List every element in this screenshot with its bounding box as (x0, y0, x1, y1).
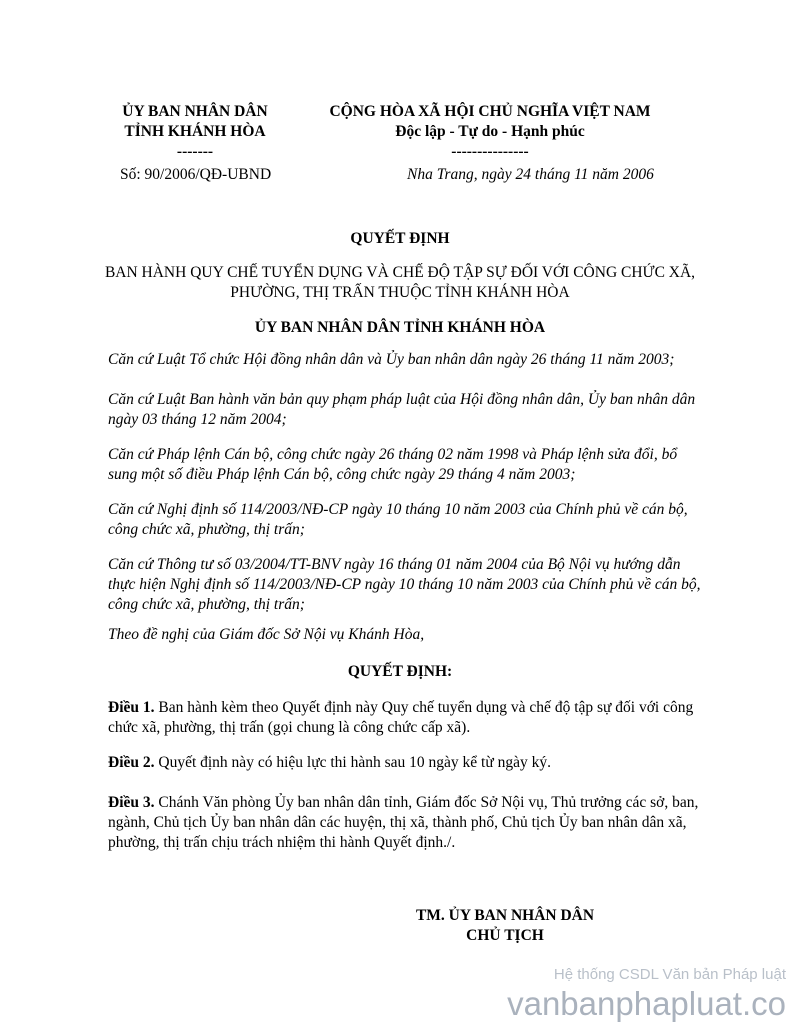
agency-divider: ------- (176, 143, 214, 160)
decision-heading: QUYẾT ĐỊNH: (347, 663, 453, 680)
legal-basis-text: Căn cứ Thông tư số 03/2004/TT-BNV ngày 16 tháng 01 năm 2004 của Bộ Nội vụ hướng dẫn thực hiện Nghị định số 114/2003/NĐ-CP ngày 10 tháng 10 năm 2003 của Chính phủ về cán bộ, công chức xã, phường, thị trấn; (108, 556, 701, 613)
legal-basis-text: Căn cứ Luật Tổ chức Hội đồng nhân dân và Ủy ban nhân dân ngày 26 tháng 11 năm 2003; (108, 351, 675, 368)
document-subtitle (70, 263, 730, 303)
agency-name-line1: ỦY BAN NHÂN DÂN (122, 103, 268, 120)
article-3 (108, 793, 708, 853)
legal-basis-5 (108, 555, 708, 615)
legal-basis-6 (108, 625, 708, 645)
legal-basis-1 (108, 350, 708, 370)
document-title: QUYẾT ĐỊNH (350, 230, 450, 247)
article-1 (108, 698, 708, 738)
subtitle-line2: PHƯỜNG, THỊ TRẤN THUỘC TỈNH KHÁNH HÒA (230, 284, 570, 301)
signature-block (380, 906, 630, 946)
document-number: Số: 90/2006/QĐ-UBND (120, 166, 272, 183)
article-label: Điều 3. (108, 794, 155, 811)
legal-basis-text: Căn cứ Nghị định số 114/2003/NĐ-CP ngày 10 tháng 10 năm 2003 của Chính phủ về cán bộ, công chức xã, phường, thị trấn; (108, 501, 688, 538)
legal-basis-4 (108, 500, 708, 540)
issuing-authority: ỦY BAN NHÂN DÂN TỈNH KHÁNH HÒA (254, 319, 546, 336)
issuing-agency-block (100, 102, 290, 162)
legal-basis-text: Căn cứ Luật Ban hành văn bản quy phạm pháp luật của Hội đồng nhân dân, Ủy ban nhân dân ngày 03 tháng 12 năm 2004; (108, 391, 696, 428)
place-and-date: Nha Trang, ngày 24 tháng 11 năm 2006 (407, 166, 654, 183)
national-motto-block (300, 102, 680, 162)
legal-basis-2 (108, 390, 708, 430)
legal-basis-text: Theo đề nghị của Giám đốc Sở Nội vụ Khánh Hòa, (108, 626, 425, 643)
agency-name-line2: TỈNH KHÁNH HÒA (124, 123, 266, 140)
watermark (507, 966, 786, 1024)
article-text: Ban hành kèm theo Quyết định này Quy chế tuyển dụng và chế độ tập sự đối với công chức xã, phường, thị trấn (gọi chung là công chức cấp xã). (108, 699, 694, 736)
motto-divider: --------------- (451, 143, 529, 160)
legal-basis-text: Căn cứ Pháp lệnh Cán bộ, công chức ngày 26 tháng 02 năm 1998 và Pháp lệnh sửa đổi, bổ sung một số điều Pháp lệnh Cán bộ, công chức ngày 29 tháng 4 năm 2003; (108, 446, 678, 483)
nation-name: CỘNG HÒA XÃ HỘI CHỦ NGHĨA VIỆT NAM (329, 103, 651, 120)
nation-motto: Độc lập - Tự do - Hạnh phúc (395, 123, 585, 140)
article-2 (108, 753, 708, 773)
article-label: Điều 2. (108, 754, 155, 771)
article-label: Điều 1. (108, 699, 155, 716)
signature-line1: TM. ỦY BAN NHÂN DÂN (415, 907, 595, 924)
subtitle-line1: BAN HÀNH QUY CHẾ TUYỂN DỤNG VÀ CHẾ ĐỘ TẬP SỰ ĐỐI VỚI CÔNG CHỨC XÃ, (104, 264, 696, 281)
article-text: Quyết định này có hiệu lực thi hành sau 10 ngày kể từ ngày ký. (154, 754, 551, 771)
article-text: Chánh Văn phòng Ủy ban nhân dân tỉnh, Giám đốc Sở Nội vụ, Thủ trưởng các sở, ban, ngành, Chủ tịch Ủy ban nhân dân các huyện, thị xã, thành phố, Chủ tịch Ủy ban nhân dân xã, phường, thị trấn chịu trách nhiệm thi hành Quyết định./. (108, 794, 699, 851)
signature-line2: CHỦ TỊCH (466, 927, 544, 944)
legal-basis-3 (108, 445, 708, 485)
watermark-caption: Hệ thống CSDL Văn bản Pháp luật (553, 966, 786, 983)
watermark-site: vanbanphapluat.co (507, 985, 786, 1022)
